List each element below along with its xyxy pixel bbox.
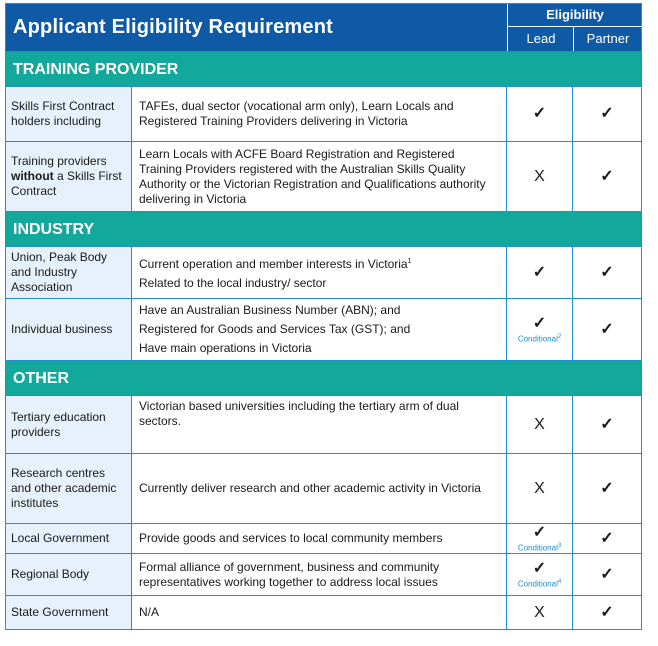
table-row <box>6 142 641 212</box>
requirement-text: Formal alliance of government, business and community representatives working together to address local issues <box>139 559 440 589</box>
cross-icon: X <box>534 479 545 497</box>
requirement-cell <box>132 554 507 595</box>
requirement-cell <box>132 87 507 141</box>
partner-cell <box>573 396 641 453</box>
cross-icon: X <box>534 167 545 185</box>
eligibility-table <box>5 3 642 630</box>
lead-cell <box>507 87 573 141</box>
applicant-label: Individual business <box>11 322 113 336</box>
applicant-label: Skills First Contract holders including <box>11 99 115 128</box>
lead-cell <box>507 454 573 523</box>
applicant-label-part: Training providers <box>11 154 107 168</box>
check-icon: ✓ <box>600 479 614 497</box>
partner-cell <box>573 524 641 553</box>
requirement-line: Related to the local industry/ sector <box>139 276 327 290</box>
check-icon: ✓ <box>600 263 614 281</box>
lead-cell <box>507 396 573 453</box>
check-icon: ✓ <box>600 105 614 122</box>
table-row <box>6 454 641 524</box>
applicant-cell <box>6 299 132 360</box>
conditional-label: Conditional <box>517 579 558 589</box>
footnote-marker: 3 <box>557 542 562 549</box>
partner-cell <box>573 87 641 141</box>
partner-cell <box>573 454 641 523</box>
partner-cell <box>573 554 641 595</box>
requirement-cell <box>132 596 507 629</box>
conditional-note <box>518 333 561 344</box>
lead-cell <box>507 299 573 360</box>
requirement-text: Learn Locals with ACFE Board Registration and Registered Training Providers registered with the Australian Skills Quality Authority or the Victorian Registration and Qualifications authority delivering in Victoria <box>139 146 486 206</box>
requirement-text: N/A <box>139 605 160 619</box>
applicant-cell <box>6 142 132 211</box>
lead-cell <box>507 247 573 298</box>
lead-cell <box>507 524 573 553</box>
table-row <box>6 299 641 361</box>
requirement-text: Provide goods and services to local community members <box>139 531 443 545</box>
check-icon: ✓ <box>600 565 614 583</box>
applicant-label: Regional Body <box>11 567 90 581</box>
requirement-cell <box>132 524 507 553</box>
requirement-text: Victorian based universities including the tertiary arm of dual sectors. <box>139 399 459 428</box>
requirement-line: Have an Australian Business Number (ABN); and <box>139 303 401 317</box>
check-icon: ✓ <box>600 603 614 621</box>
section-industry: INDUSTRY <box>6 212 641 247</box>
applicant-label <box>11 154 126 199</box>
eligibility-header: Eligibility <box>507 4 642 27</box>
partner-cell <box>573 247 641 298</box>
check-icon: ✓ <box>532 523 547 541</box>
table-row <box>6 596 641 629</box>
applicant-cell <box>6 554 132 595</box>
footnote-marker: 4 <box>557 578 562 585</box>
applicant-cell <box>6 247 132 298</box>
check-icon: ✓ <box>600 320 614 338</box>
table-title: Applicant Eligibility Requirement <box>13 16 333 38</box>
table-row <box>6 554 641 596</box>
applicant-cell <box>6 87 132 141</box>
partner-cell <box>573 596 641 629</box>
section-training-provider: TRAINING PROVIDER <box>6 52 641 87</box>
check-icon: ✓ <box>600 167 614 185</box>
check-icon: ✓ <box>532 314 547 332</box>
applicant-label: State Government <box>11 605 109 619</box>
requirement-text: Current operation and member interests in Victoria <box>139 257 408 271</box>
applicant-cell <box>6 596 132 629</box>
footnote-marker: 1 <box>407 258 412 265</box>
applicant-label: Union, Peak Body and Industry Association <box>11 250 108 294</box>
applicant-label: Research centres and other academic institutes <box>11 466 117 510</box>
partner-cell <box>573 299 641 360</box>
footnote-marker: 2 <box>557 333 562 340</box>
requirement-cell <box>132 299 507 360</box>
conditional-label: Conditional <box>517 334 558 344</box>
applicant-cell <box>6 524 132 553</box>
check-icon: ✓ <box>532 559 547 577</box>
check-icon: ✓ <box>600 529 614 547</box>
requirement-text: TAFEs, dual sector (vocational arm only), Learn Locals and Registered Training Providers delivering in Victoria <box>139 99 454 128</box>
requirement-line: Have main operations in Victoria <box>139 341 312 355</box>
applicant-label-part: a Skills First Contract <box>11 169 122 198</box>
partner-column-header: Partner <box>573 27 642 51</box>
requirement-cell <box>132 142 507 211</box>
requirement-cell <box>132 247 507 298</box>
table-row <box>6 247 641 299</box>
applicant-cell <box>6 454 132 523</box>
requirement-cell <box>132 454 507 523</box>
requirement-cell <box>132 396 507 453</box>
check-icon: ✓ <box>600 415 614 433</box>
conditional-label: Conditional <box>517 543 558 553</box>
lead-cell <box>507 554 573 595</box>
cross-icon: X <box>534 415 545 433</box>
section-other: OTHER <box>6 361 641 396</box>
requirement-line <box>139 254 499 272</box>
table-header <box>6 4 641 52</box>
applicant-label: Local Government <box>11 531 110 545</box>
applicant-cell <box>6 396 132 453</box>
table-row <box>6 87 641 142</box>
check-icon: ✓ <box>532 263 547 281</box>
requirement-text: Currently deliver research and other academic activity in Victoria <box>139 481 481 495</box>
cross-icon: X <box>534 603 545 621</box>
applicant-label-emphasis: without <box>11 169 54 183</box>
check-icon: ✓ <box>532 105 547 122</box>
partner-cell <box>573 142 641 211</box>
table-row <box>6 524 641 554</box>
lead-cell <box>507 142 573 211</box>
conditional-note <box>518 542 561 553</box>
table-row <box>6 396 641 454</box>
conditional-note <box>518 578 561 589</box>
lead-column-header: Lead <box>507 27 574 51</box>
requirement-line: Registered for Goods and Services Tax (GST); and <box>139 322 411 336</box>
lead-cell <box>507 596 573 629</box>
applicant-label: Tertiary education providers <box>11 409 106 439</box>
